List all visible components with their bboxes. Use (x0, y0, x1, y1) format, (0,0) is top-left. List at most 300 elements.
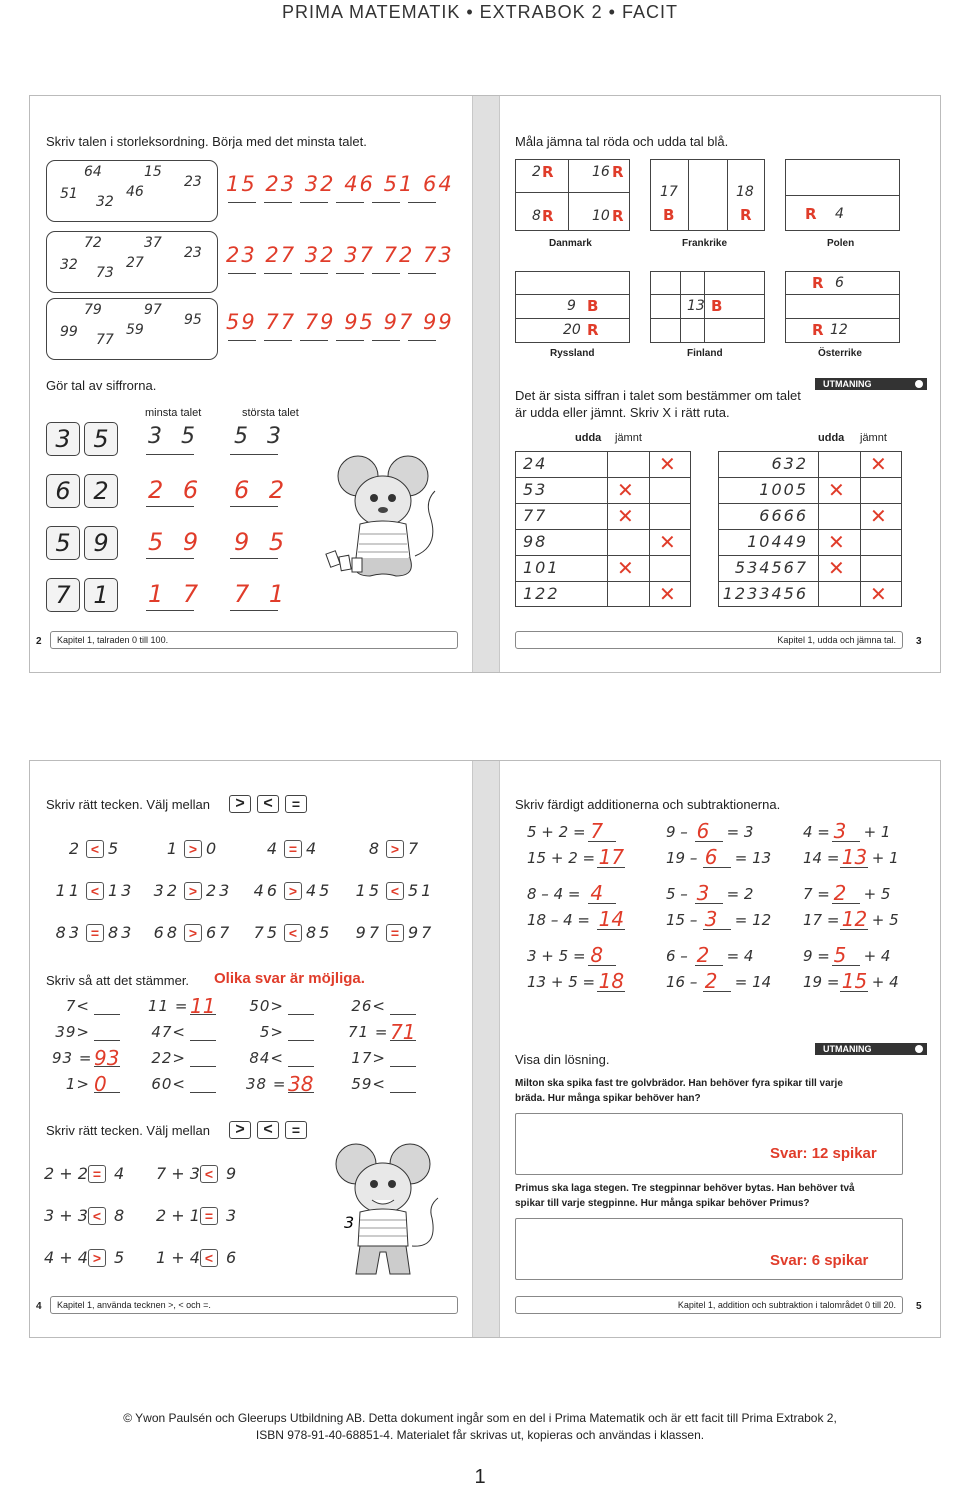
eq-pre: 3 + 5 = (527, 947, 586, 965)
cloud-number: 23 (184, 174, 202, 190)
fill-line[interactable] (190, 1092, 216, 1093)
x-mark: ✕ (828, 478, 845, 502)
top-spread (29, 95, 941, 673)
p5-page-number: 5 (916, 1301, 922, 1312)
answer-line (228, 202, 256, 203)
cloud-number: 23 (184, 245, 202, 261)
eq-pre: 16 – (666, 973, 698, 991)
jamnt-cell[interactable] (861, 477, 902, 503)
x-mark: ✕ (659, 530, 676, 554)
flag-num: 10 (592, 208, 610, 224)
cloud-number: 64 (84, 164, 102, 180)
jamnt-cell[interactable] (861, 581, 902, 607)
flag-num: 20 (563, 322, 581, 338)
task1-answer: Svar: 12 spikar (770, 1145, 877, 1162)
answer-line (264, 202, 292, 203)
sign-box[interactable]: < (86, 882, 104, 900)
fill-answer: 0 (94, 1072, 107, 1096)
bottom-spread (29, 760, 941, 1338)
udda-cell[interactable] (819, 477, 860, 503)
eq-pre: 7 = (803, 885, 830, 903)
sign-box[interactable]: < (86, 840, 104, 858)
sorted-answer: 15 23 32 46 51 64 (226, 172, 454, 196)
answer-line (146, 506, 194, 507)
eq-post: = 2 (726, 885, 754, 903)
flag-num: 8 (532, 208, 541, 224)
compare-right: 13 (108, 881, 135, 900)
cloud-number: 77 (96, 332, 114, 348)
fill-line[interactable] (94, 1014, 120, 1015)
eq-answer: 5 (833, 943, 847, 967)
sum-expression: 2 + 2 (44, 1164, 88, 1183)
gutter (472, 761, 500, 1337)
cloud-number: 99 (60, 324, 78, 340)
flag-label: Finland (687, 348, 723, 359)
sum-result: 5 (114, 1248, 125, 1267)
fill-expression: 47< (151, 1023, 186, 1041)
answer-line (336, 340, 364, 341)
x-mark: ✕ (870, 582, 887, 606)
flag-line (688, 159, 689, 231)
udda-cell[interactable] (819, 451, 860, 477)
eq-post: = 14 (734, 973, 772, 991)
x-mark: ✕ (659, 452, 676, 476)
answer-line (146, 558, 194, 559)
compare-left: 1 (166, 839, 180, 858)
eq-answer: 8 (590, 943, 604, 967)
p5-instruction: Skriv färdigt additionerna och subtraktionerna. (515, 797, 781, 812)
udda-cell[interactable] (608, 477, 649, 503)
answer-line (146, 454, 194, 455)
eq-post: + 1 (863, 823, 891, 841)
sign-box[interactable]: < (200, 1249, 218, 1267)
eq-pre: 17 = (803, 911, 840, 929)
task2-text: Primus ska laga stegen. Tre stegpinnar behöver bytas. Han behöver två spikar till varje stegpinne. Hur många spikar behöver Primus? (515, 1183, 855, 1209)
jamnt-cell[interactable] (650, 555, 691, 581)
eq-pre: 19 – (666, 849, 698, 867)
flag-line (785, 318, 900, 319)
sign-box[interactable]: = (386, 924, 404, 942)
compare-left: 32 (153, 881, 180, 900)
eq-answer: 15 (841, 969, 868, 993)
compare-right: 5 (108, 839, 122, 858)
flag-color: R (805, 205, 817, 223)
p3-footer (515, 631, 903, 649)
answer-line (230, 506, 278, 507)
flag-color: R (587, 321, 599, 339)
flag-label: Österrike (818, 348, 862, 359)
flag-color: B (711, 297, 723, 315)
compare-right: 97 (408, 923, 435, 942)
flag-line (650, 294, 765, 295)
compare-left: 46 (253, 881, 280, 900)
answer-line (408, 273, 436, 274)
x-mark: ✕ (870, 504, 887, 528)
udda-cell[interactable] (608, 451, 649, 477)
min-number: 5 9 (148, 528, 205, 556)
answer-line (230, 454, 278, 455)
col-jamnt-label: jämnt (860, 432, 887, 444)
digit-card: 9 (84, 526, 118, 560)
max-number: 7 1 (234, 580, 291, 608)
cloud-number: 32 (96, 194, 114, 210)
fill-answer: 38 (288, 1072, 314, 1096)
x-mark: ✕ (870, 452, 887, 476)
answer-line (336, 202, 364, 203)
flag-label: Danmark (549, 238, 592, 249)
compare-left: 8 (368, 839, 382, 858)
fill-line[interactable] (390, 1014, 416, 1015)
fill-expression: 7< (65, 997, 90, 1015)
digit-card: 5 (84, 422, 118, 456)
eq-post: = 3 (726, 823, 754, 841)
page-header: PRIMA MATEMATIK • EXTRABOK 2 • FACIT (282, 2, 678, 22)
fill-line[interactable] (94, 1040, 120, 1041)
answer-line (230, 610, 278, 611)
sign-box[interactable]: < (284, 924, 302, 942)
x-mark: ✕ (617, 556, 634, 580)
eq-answer: 2 (696, 943, 710, 967)
eq-pre: 9 – (666, 823, 688, 841)
utmaning-badge (815, 378, 927, 390)
parity-number: 632 (771, 454, 808, 473)
fill-expression: 93 = (52, 1049, 93, 1067)
compare-left: 83 (55, 923, 82, 942)
sign-box[interactable]: > (88, 1249, 106, 1267)
fill-line[interactable] (390, 1092, 416, 1093)
cloud-number: 37 (144, 235, 162, 251)
x-mark: ✕ (828, 530, 845, 554)
flag-color: R (542, 163, 554, 181)
udda-cell[interactable] (819, 581, 860, 607)
sign-box[interactable]: < (386, 882, 404, 900)
answer-line (228, 340, 256, 341)
flag-line (568, 159, 569, 231)
cloud-number: 27 (126, 255, 144, 271)
cloud-number: 59 (126, 322, 144, 338)
eq-pre: 14 = (803, 849, 840, 867)
jamnt-cell[interactable] (861, 451, 902, 477)
max-number: 6 2 (234, 476, 291, 504)
eq-pre: 9 = (803, 947, 830, 965)
compare-left: 15 (355, 881, 382, 900)
eq-pre: 5 + 2 = (527, 823, 586, 841)
max-number: 5 3 (234, 424, 287, 449)
fill-expression: 71 = (348, 1023, 389, 1041)
fill-line[interactable] (288, 1040, 314, 1041)
eq-answer: 4 (590, 881, 604, 905)
digit-card: 2 (84, 474, 118, 508)
col-jamnt-label: jämnt (615, 432, 642, 444)
cloud-number: 46 (126, 184, 144, 200)
fill-answer: 11 (190, 994, 216, 1018)
sign-box[interactable]: = (86, 924, 104, 942)
sign-box[interactable]: < (200, 1165, 218, 1183)
digit-card: 3 (46, 422, 80, 456)
flag-num: 13 (687, 298, 705, 314)
fill-line[interactable] (190, 1040, 216, 1041)
cloud-number: 97 (144, 302, 162, 318)
flag-line (650, 318, 765, 319)
udda-cell[interactable] (819, 555, 860, 581)
flag-line (680, 271, 681, 343)
answer-line (408, 202, 436, 203)
task2-answer: Svar: 6 spikar (770, 1252, 869, 1269)
x-mark: ✕ (659, 582, 676, 606)
flag-line (515, 294, 630, 295)
compare-right: 45 (306, 881, 333, 900)
eq-pre: 18 – 4 = (527, 911, 591, 929)
fill-expression: 39> (55, 1023, 90, 1041)
p5-instruction2: Visa din lösning. (515, 1052, 610, 1067)
jamnt-cell[interactable] (861, 555, 902, 581)
cloud-number: 79 (84, 302, 102, 318)
compare-left: 4 (266, 839, 280, 858)
page-number: 1 (474, 1466, 486, 1488)
utmaning-label: UTMANING (823, 379, 872, 389)
eq-post: + 5 (871, 911, 899, 929)
compare-left: 97 (355, 923, 382, 942)
flag-line (515, 318, 630, 319)
parity-number: 6666 (759, 506, 808, 525)
jamnt-cell[interactable] (861, 503, 902, 529)
compare-right: 7 (408, 839, 422, 858)
digit-card: 7 (46, 578, 80, 612)
compare-left: 68 (153, 923, 180, 942)
udda-cell[interactable] (608, 503, 649, 529)
sum-result: 3 (226, 1206, 237, 1225)
parity-number: 53 (523, 480, 548, 499)
flag-line (785, 195, 900, 196)
parity-number: 10449 (747, 532, 808, 551)
fill-expression: 26< (351, 997, 386, 1015)
udda-cell[interactable] (608, 581, 649, 607)
flag-label: Frankrike (682, 238, 728, 249)
sum-result: 8 (114, 1206, 125, 1225)
eq-answer: 3 (696, 881, 710, 905)
answer-line (336, 273, 364, 274)
udda-cell[interactable] (608, 529, 649, 555)
fill-expression: 84< (249, 1049, 284, 1067)
parity-number: 77 (523, 506, 548, 525)
sum-expression: 3 + 3 (44, 1206, 88, 1225)
task1-text: Milton ska spika fast tre golvbrädor. Han behöver fyra spikar till varje bräda. Hur många spikar behöver han? (515, 1078, 843, 1104)
p5-footer (515, 1296, 903, 1314)
x-mark: ✕ (617, 504, 634, 528)
fill-expression: 59< (351, 1075, 386, 1093)
p3-instruction: Måla jämna tal röda och udda tal blå. (515, 134, 729, 149)
sign-box[interactable]: = (88, 1165, 106, 1183)
eq-answer: 12 (841, 907, 868, 931)
sum-expression: 2 + 1 (156, 1206, 200, 1225)
sign-choice: < (257, 1121, 279, 1139)
compare-right: 0 (206, 839, 220, 858)
eq-post: + 4 (871, 973, 899, 991)
sum-result: 9 (226, 1164, 237, 1183)
copyright-line2: ISBN 978-91-40-68851-4. Materialet får skrivas ut, kopieras och användas i klassen. (255, 1428, 705, 1442)
fill-expression: 1> (65, 1075, 90, 1093)
compare-left: 2 (68, 839, 82, 858)
cloud-number: 72 (84, 235, 102, 251)
flag-color: R (740, 206, 752, 224)
answer-line (408, 340, 436, 341)
udda-cell[interactable] (819, 503, 860, 529)
fill-answer: 71 (390, 1020, 416, 1044)
sign-box[interactable]: = (284, 840, 302, 858)
eq-answer: 2 (833, 881, 847, 905)
parity-number: 101 (523, 558, 560, 577)
eq-pre: 15 + 2 = (527, 849, 596, 867)
jamnt-cell[interactable] (650, 581, 691, 607)
col-udda-label: udda (575, 432, 602, 444)
x-mark: ✕ (617, 478, 634, 502)
flag-num: 18 (736, 184, 754, 200)
gutter (472, 96, 500, 672)
answer-line (372, 273, 400, 274)
sign-choice: > (229, 1121, 251, 1139)
compare-right: 23 (206, 881, 233, 900)
flag-label: Polen (827, 238, 855, 249)
jamnt-cell[interactable] (650, 529, 691, 555)
sign-choice: < (257, 795, 279, 813)
flag-color: R (612, 207, 624, 225)
sign-box[interactable]: > (184, 840, 202, 858)
compare-right: 4 (306, 839, 320, 858)
parity-number: 1233456 (722, 584, 808, 603)
flag-num: 2 (532, 164, 541, 180)
cloud-number: 15 (144, 164, 162, 180)
answer-line (228, 273, 256, 274)
p3-page-number: 3 (916, 636, 922, 647)
p4-page-number: 4 (36, 1301, 42, 1312)
col-max-label: största talet (242, 407, 299, 419)
digit-card: 6 (46, 474, 80, 508)
p4-instruction: Skriv rätt tecken. Välj mellan (46, 797, 211, 812)
cloud-number: 51 (60, 186, 78, 202)
eq-answer: 6 (696, 819, 710, 843)
fill-expression: 17> (351, 1049, 386, 1067)
eq-pre: 19 = (803, 973, 840, 991)
sign-box[interactable]: > (184, 882, 202, 900)
col-udda-label: udda (818, 432, 845, 444)
cloud-number: 73 (96, 265, 114, 281)
p2-instruction: Skriv talen i storleksordning. Börja med det minsta talet. (46, 134, 367, 149)
fill-expression: 22> (151, 1049, 186, 1067)
svg-text:3: 3 (344, 1213, 355, 1232)
eq-answer: 7 (590, 819, 604, 843)
compare-right: 51 (408, 881, 435, 900)
eq-post: = 13 (734, 849, 772, 867)
badge-dot (915, 380, 923, 388)
answer-line (300, 273, 328, 274)
answer-line (264, 273, 292, 274)
sign-box[interactable]: > (184, 924, 202, 942)
eq-post: = 12 (734, 911, 772, 929)
mouse-illustration (320, 1136, 450, 1286)
task1-answer-box[interactable] (515, 1113, 903, 1175)
eq-answer: 3 (704, 907, 718, 931)
sign-box[interactable]: = (200, 1207, 218, 1225)
sorted-answer: 59 77 79 95 97 99 (226, 310, 454, 334)
udda-cell[interactable] (608, 555, 649, 581)
utmaning-label: UTMANING (823, 1044, 872, 1054)
fill-line[interactable] (288, 1066, 314, 1067)
parity-number: 98 (523, 532, 548, 551)
fill-line[interactable] (190, 1066, 216, 1067)
answer-line (372, 202, 400, 203)
sign-box[interactable]: < (88, 1207, 106, 1225)
sign-box[interactable]: > (284, 882, 302, 900)
eq-answer: 18 (598, 969, 625, 993)
sign-choice: = (285, 795, 307, 813)
flag-num: 4 (835, 206, 844, 222)
eq-answer: 14 (598, 907, 625, 931)
jamnt-cell[interactable] (861, 529, 902, 555)
flag-num: 16 (592, 164, 610, 180)
parity-number: 1005 (759, 480, 808, 499)
eq-answer: 3 (833, 819, 847, 843)
flag-num: 17 (660, 184, 678, 200)
task2-answer-box[interactable] (515, 1218, 903, 1280)
x-mark: ✕ (828, 556, 845, 580)
fill-expression: 50> (249, 997, 284, 1015)
eq-post: + 5 (863, 885, 891, 903)
flag-line (515, 192, 630, 193)
sum-expression: 7 + 3 (156, 1164, 200, 1183)
p2-page-number: 2 (36, 636, 42, 647)
copyright-line1: © Ywon Paulsén och Gleerups Utbildning AB. Detta dokument ingår som en del i Prima Matematik och är ett facit till Prima Extrabok 2, (123, 1411, 837, 1425)
p2-instruction2: Gör tal av siffrorna. (46, 378, 157, 393)
digit-card: 1 (84, 578, 118, 612)
flag-line (727, 159, 728, 231)
eq-pre: 8 – 4 = (527, 885, 581, 903)
answer-line (300, 202, 328, 203)
compare-right: 67 (206, 923, 233, 942)
flag-color: B (587, 297, 599, 315)
flag-num: 12 (830, 322, 848, 338)
jamnt-cell[interactable] (650, 503, 691, 529)
eq-pre: 15 – (666, 911, 698, 929)
flag-color: B (663, 206, 675, 224)
sum-expression: 4 + 4 (44, 1248, 88, 1267)
parity-number: 122 (523, 584, 560, 603)
p2-footer: Kapitel 1, talraden 0 till 100. (50, 631, 458, 649)
fill-expression: 60< (151, 1075, 186, 1093)
parity-number: 24 (523, 454, 548, 473)
fill-line[interactable] (288, 1014, 314, 1015)
sign-box[interactable]: > (386, 840, 404, 858)
compare-right: 85 (306, 923, 333, 942)
flag-num: 9 (567, 298, 576, 314)
answer-line (146, 610, 194, 611)
min-number: 1 7 (148, 580, 205, 608)
flag-finland (650, 271, 765, 343)
jamnt-cell[interactable] (650, 451, 691, 477)
flag-label: Ryssland (550, 348, 595, 359)
p3-instruction2: Det är sista siffran i talet som bestämmer om talet är udda eller jämnt. Skriv X i rätt ruta. (515, 388, 801, 420)
eq-answer: 6 (704, 845, 718, 869)
jamnt-cell[interactable] (650, 477, 691, 503)
sign-choice: > (229, 795, 251, 813)
answer-line (264, 340, 292, 341)
parity-number: 534567 (734, 558, 808, 577)
eq-answer: 13 (841, 845, 868, 869)
fill-line[interactable] (390, 1066, 416, 1067)
p4-instruction3: Skriv rätt tecken. Välj mellan (46, 1123, 211, 1138)
eq-answer: 2 (704, 969, 718, 993)
compare-right: 83 (108, 923, 135, 942)
udda-cell[interactable] (819, 529, 860, 555)
